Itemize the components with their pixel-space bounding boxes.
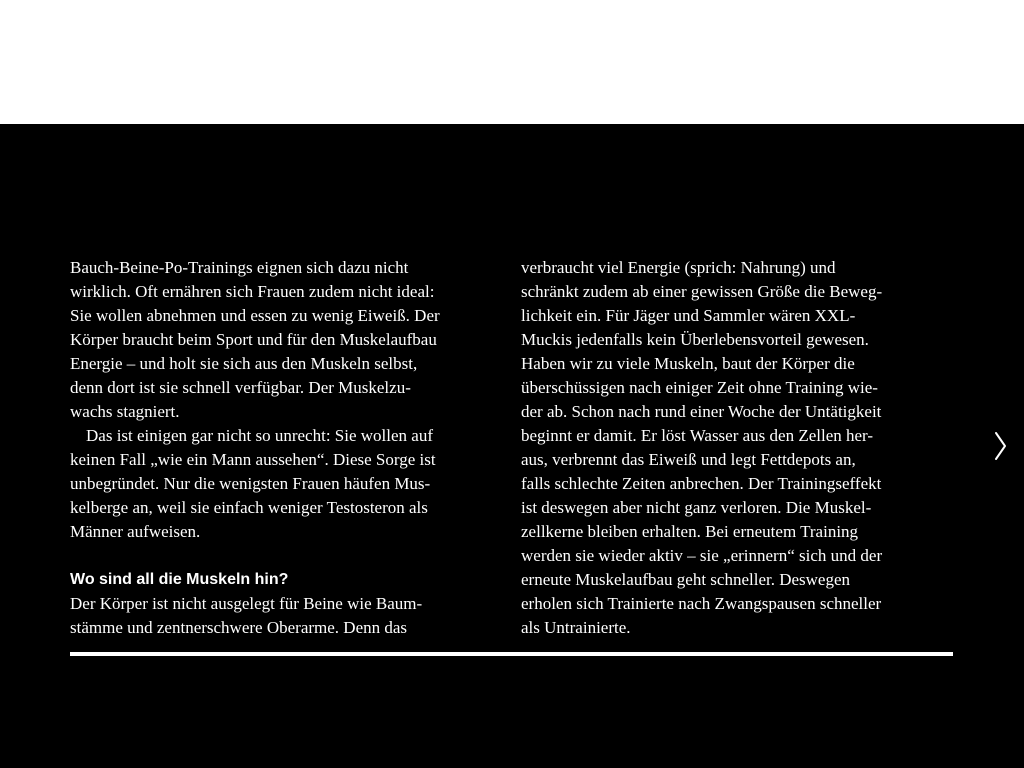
left-column (70, 256, 502, 640)
text-line: lichkeit ein. Für Jäger und Sammler wären XXL- (521, 306, 856, 325)
text-line: ist deswegen aber nicht ganz verloren. Die Muskel- (521, 498, 872, 517)
text-line: Das ist einigen gar nicht so unrecht: Sie wollen auf (86, 426, 433, 445)
text-line: zellkerne bleiben erhalten. Bei erneutem Training (521, 522, 859, 541)
text-line: beginnt er damit. Er löst Wasser aus den Zellen her- (521, 426, 874, 445)
paragraph-spacer (70, 544, 502, 568)
paragraph-3 (70, 592, 502, 640)
top-bar (0, 0, 1024, 124)
text-line: Energie – und holt sie sich aus den Muskeln selbst, (70, 354, 418, 373)
section-heading: Wo sind all die Muskeln hin? (70, 571, 289, 588)
text-line: Körper braucht beim Sport und für den Muskelaufbau (70, 330, 437, 349)
paragraph-1 (70, 256, 502, 424)
text-line: wirklich. Oft ernähren sich Frauen zudem nicht ideal: (70, 282, 435, 301)
text-line: falls schlechte Zeiten anbrechen. Der Trainingseffekt (521, 474, 882, 493)
right-column (521, 256, 953, 640)
text-line: stämme und zentnerschwere Oberarme. Denn das (70, 618, 408, 637)
paragraph-continued (521, 256, 953, 640)
text-line: Muckis jedenfalls kein Überlebensvorteil gewesen. (521, 330, 869, 349)
text-line: Bauch-Beine-Po-Trainings eignen sich dazu nicht (70, 258, 409, 277)
text-line: unbegründet. Nur die wenigsten Frauen häufen Mus- (70, 474, 431, 493)
text-line: der ab. Schon nach rund einer Woche der Untätigkeit (521, 402, 882, 421)
text-line: Sie wollen abnehmen und essen zu wenig Eiweiß. Der (70, 306, 440, 325)
text-line: erholen sich Trainierte nach Zwangspausen schneller (521, 594, 882, 613)
chevron-right-icon (990, 428, 1012, 464)
section-divider (70, 652, 953, 656)
text-line: erneute Muskelaufbau geht schneller. Deswegen (521, 570, 851, 589)
text-line: kelberge an, weil sie einfach weniger Testosteron als (70, 498, 428, 517)
text-line: Haben wir zu viele Muskeln, baut der Körper die (521, 354, 855, 373)
text-line: überschüssigen nach einiger Zeit ohne Training wie- (521, 378, 878, 397)
text-line: aus, verbrennt das Eiweiß und legt Fettdepots an, (521, 450, 856, 469)
text-line: Männer aufweisen. (70, 522, 201, 541)
article-content (0, 124, 1024, 768)
next-page-button[interactable] (990, 428, 1012, 464)
text-line: keinen Fall „wie ein Mann aussehen“. Diese Sorge ist (70, 450, 436, 469)
text-line: Der Körper ist nicht ausgelegt für Beine wie Baum- (70, 594, 423, 613)
paragraph-2 (70, 424, 502, 544)
text-line: schränkt zudem ab einer gewissen Größe die Beweg- (521, 282, 883, 301)
text-line: denn dort ist sie schnell verfügbar. Der Muskelzu- (70, 378, 411, 397)
text-line: als Untrainierte. (521, 618, 631, 637)
text-line: verbraucht viel Energie (sprich: Nahrung) und (521, 258, 836, 277)
text-line: werden sie wieder aktiv – sie „erinnern“ sich und der (521, 546, 883, 565)
text-line: wachs stagniert. (70, 402, 180, 421)
